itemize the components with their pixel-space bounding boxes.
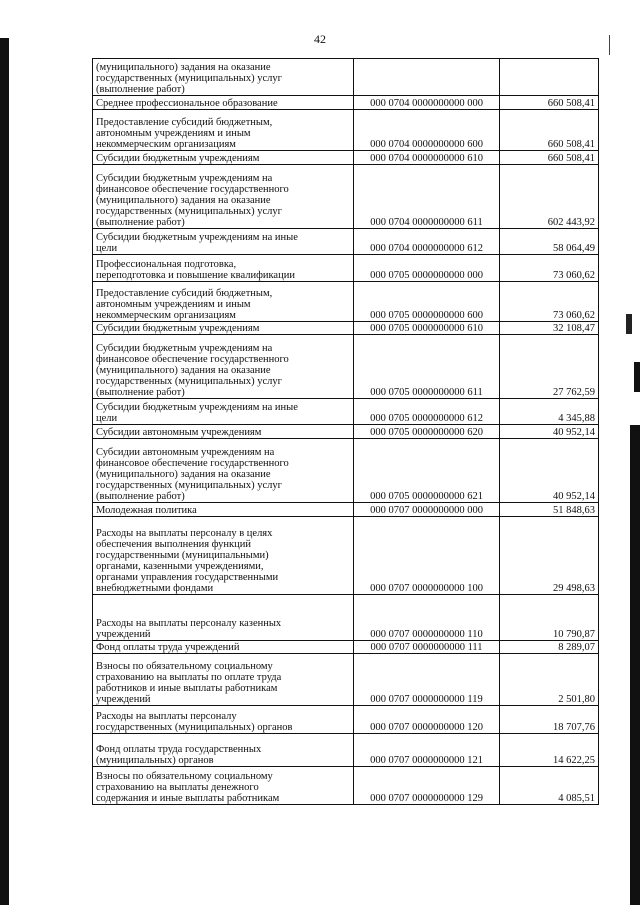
expense-name-cell: [93, 425, 354, 439]
expense-name-line: финансовое обеспечение государственного: [96, 458, 289, 469]
table-row: [93, 439, 599, 503]
expense-name-line: Субсидии бюджетным учреждениям на иные: [96, 402, 298, 413]
expense-name-line: учреждений: [96, 629, 151, 640]
expense-name-cell: [93, 503, 354, 517]
table-row: [93, 706, 599, 734]
scan-mark: [609, 35, 610, 55]
scan-mark: [626, 314, 632, 334]
amount-cell: 602 443,92: [500, 165, 599, 229]
amount-cell: 660 508,41: [500, 151, 599, 165]
amount-cell: 40 952,14: [500, 425, 599, 439]
table-row: [93, 96, 599, 110]
expense-name-cell: [93, 229, 354, 255]
amount-cell: 4 085,51: [500, 767, 599, 805]
expense-name-line: Фонд оплаты труда учреждений: [96, 642, 240, 653]
expense-name-line: страхованию на выплаты по оплате труда: [96, 672, 282, 683]
expense-name-line: (выполнение работ): [96, 387, 185, 398]
expense-name-line: цели: [96, 413, 118, 424]
amount-cell: 51 848,63: [500, 503, 599, 517]
expense-name-line: Предоставление субсидий бюджетным,: [96, 288, 273, 299]
expense-name-cell: [93, 59, 354, 96]
table-row: [93, 734, 599, 767]
budget-code-cell: 000 0705 0000000000 620: [354, 425, 500, 439]
table-row: [93, 335, 599, 399]
budget-code-cell: 000 0707 0000000000 000: [354, 503, 500, 517]
amount-cell: 14 622,25: [500, 734, 599, 767]
amount-cell: 27 762,59: [500, 335, 599, 399]
expense-name-line: (выполнение работ): [96, 217, 185, 228]
amount-cell: 40 952,14: [500, 439, 599, 503]
expense-name-line: Среднее профессиональное образование: [96, 98, 278, 109]
expense-name-cell: [93, 399, 354, 425]
expense-name-cell: [93, 110, 354, 151]
expense-name-line: государственными (муниципальными): [96, 550, 269, 561]
budget-code-cell: 000 0704 0000000000 611: [354, 165, 500, 229]
amount-cell: 73 060,62: [500, 282, 599, 322]
expense-name-cell: [93, 767, 354, 805]
expense-name-line: обеспечения выполнения функций: [96, 539, 252, 550]
table-row: [93, 399, 599, 425]
amount-cell: 29 498,63: [500, 517, 599, 595]
expense-name-line: цели: [96, 243, 118, 254]
expense-name-line: (муниципального) задания на оказание: [96, 195, 271, 206]
table-row: [93, 595, 599, 641]
expense-name-line: Субсидии автономным учреждениям на: [96, 447, 275, 458]
budget-table: [92, 58, 599, 805]
expense-name-line: страхованию на выплаты денежного: [96, 782, 259, 793]
amount-cell: [500, 59, 599, 96]
amount-cell: 8 289,07: [500, 641, 599, 654]
expense-name-line: содержания и иные выплаты работникам: [96, 793, 280, 804]
expense-name-cell: [93, 335, 354, 399]
expense-name-line: (муниципального) задания на оказание: [96, 469, 271, 480]
scan-edge-left: [0, 38, 9, 905]
expense-name-cell: [93, 641, 354, 654]
expense-name-cell: [93, 322, 354, 335]
expense-name-line: внебюджетными фондами: [96, 583, 214, 594]
expense-name-line: Взносы по обязательному социальному: [96, 771, 273, 782]
table-row: [93, 517, 599, 595]
expense-name-cell: [93, 165, 354, 229]
expense-name-line: государственных (муниципальных) услуг: [96, 206, 282, 217]
expense-name-line: Фонд оплаты труда государственных: [96, 744, 262, 755]
table-row: [93, 59, 599, 96]
scan-edge-right: [630, 425, 640, 905]
amount-cell: 32 108,47: [500, 322, 599, 335]
table-row: [93, 425, 599, 439]
expense-name-line: некоммерческим организациям: [96, 310, 236, 321]
budget-code-cell: 000 0707 0000000000 129: [354, 767, 500, 805]
table-row: [93, 110, 599, 151]
budget-code-cell: [354, 59, 500, 96]
expense-name-line: государственных (муниципальных) услуг: [96, 73, 282, 84]
expense-name-line: учреждений: [96, 694, 151, 705]
amount-cell: 18 707,76: [500, 706, 599, 734]
table-row: [93, 165, 599, 229]
budget-code-cell: 000 0704 0000000000 600: [354, 110, 500, 151]
expense-name-cell: [93, 706, 354, 734]
table-row: [93, 229, 599, 255]
scan-edge-right-mark: [634, 362, 640, 392]
expense-name-cell: [93, 151, 354, 165]
budget-code-cell: 000 0705 0000000000 610: [354, 322, 500, 335]
expense-name-line: Молодежная политика: [96, 505, 197, 516]
amount-cell: 660 508,41: [500, 110, 599, 151]
expense-name-line: финансовое обеспечение государственного: [96, 184, 289, 195]
budget-code-cell: 000 0707 0000000000 111: [354, 641, 500, 654]
expense-name-line: государственных (муниципальных) услуг: [96, 480, 282, 491]
budget-code-cell: 000 0704 0000000000 610: [354, 151, 500, 165]
budget-code-cell: 000 0705 0000000000 611: [354, 335, 500, 399]
expense-name-line: Субсидии бюджетным учреждениям на иные: [96, 232, 298, 243]
expense-name-line: финансовое обеспечение государственного: [96, 354, 289, 365]
expense-name-line: Расходы на выплаты персоналу в целях: [96, 528, 273, 539]
expense-name-cell: [93, 439, 354, 503]
budget-code-cell: 000 0705 0000000000 600: [354, 282, 500, 322]
budget-code-cell: 000 0707 0000000000 110: [354, 595, 500, 641]
expense-name-cell: [93, 595, 354, 641]
expense-name-line: работников и иные выплаты работникам: [96, 683, 278, 694]
amount-cell: 2 501,80: [500, 654, 599, 706]
expense-name-line: автономным учреждениям и иным: [96, 299, 251, 310]
expense-name-line: Субсидии бюджетным учреждениям на: [96, 173, 273, 184]
expense-name-line: Профессиональная подготовка,: [96, 259, 237, 270]
amount-cell: 73 060,62: [500, 255, 599, 282]
expense-name-line: Предоставление субсидий бюджетным,: [96, 117, 273, 128]
expense-name-line: Субсидии бюджетным учреждениям: [96, 323, 260, 334]
table-row: [93, 654, 599, 706]
expense-name-cell: [93, 654, 354, 706]
amount-cell: 10 790,87: [500, 595, 599, 641]
expense-name-line: органами, казенными учреждениями,: [96, 561, 264, 572]
budget-code-cell: 000 0705 0000000000 621: [354, 439, 500, 503]
expense-name-cell: [93, 734, 354, 767]
table-row: [93, 767, 599, 805]
table-row: [93, 641, 599, 654]
expense-name-line: государственных (муниципальных) органов: [96, 722, 293, 733]
expense-name-line: Субсидии бюджетным учреждениям на: [96, 343, 273, 354]
budget-code-cell: 000 0704 0000000000 000: [354, 96, 500, 110]
expense-name-line: органами управления государственными: [96, 572, 279, 583]
table-row: [93, 151, 599, 165]
expense-name-line: (муниципального) задания на оказание: [96, 365, 271, 376]
table-row: [93, 282, 599, 322]
expense-name-line: Расходы на выплаты персоналу казенных: [96, 618, 282, 629]
expense-name-line: Расходы на выплаты персоналу: [96, 711, 237, 722]
budget-code-cell: 000 0707 0000000000 100: [354, 517, 500, 595]
budget-code-cell: 000 0704 0000000000 612: [354, 229, 500, 255]
amount-cell: 58 064,49: [500, 229, 599, 255]
expense-name-line: Взносы по обязательному социальному: [96, 661, 273, 672]
amount-cell: 660 508,41: [500, 96, 599, 110]
expense-name-line: Субсидии автономным учреждениям: [96, 427, 262, 438]
expense-name-line: автономным учреждениям и иным: [96, 128, 251, 139]
table-row: [93, 255, 599, 282]
budget-code-cell: 000 0707 0000000000 121: [354, 734, 500, 767]
budget-code-cell: 000 0707 0000000000 120: [354, 706, 500, 734]
table-row: [93, 503, 599, 517]
expense-name-cell: [93, 282, 354, 322]
expense-name-line: Субсидии бюджетным учреждениям: [96, 153, 260, 164]
expense-name-line: (муниципальных) органов: [96, 755, 214, 766]
expense-name-line: переподготовка и повышение квалификации: [96, 270, 295, 281]
table-row: [93, 322, 599, 335]
amount-cell: 4 345,88: [500, 399, 599, 425]
expense-name-cell: [93, 255, 354, 282]
budget-code-cell: 000 0705 0000000000 612: [354, 399, 500, 425]
expense-name-line: государственных (муниципальных) услуг: [96, 376, 282, 387]
expense-name-line: (выполнение работ): [96, 84, 185, 95]
expense-name-line: (выполнение работ): [96, 491, 185, 502]
expense-name-cell: [93, 96, 354, 110]
budget-code-cell: 000 0707 0000000000 119: [354, 654, 500, 706]
budget-code-cell: 000 0705 0000000000 000: [354, 255, 500, 282]
page-number: 42: [314, 32, 326, 46]
expense-name-line: (муниципального) задания на оказание: [96, 62, 271, 73]
expense-name-cell: [93, 517, 354, 595]
expense-name-line: некоммерческим организациям: [96, 139, 236, 150]
